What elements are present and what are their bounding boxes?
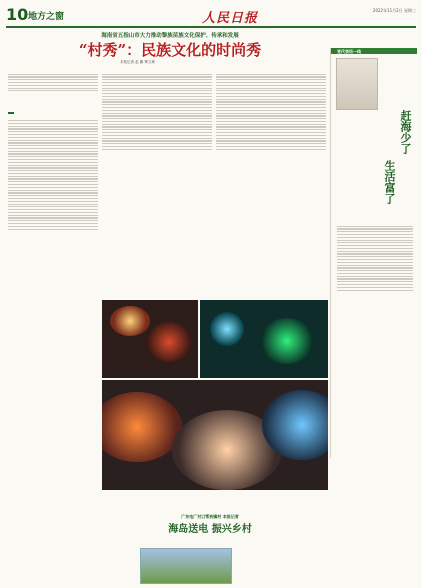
text-block <box>8 74 98 230</box>
bottom-photo <box>140 548 232 584</box>
bottom-kicker: 广东电厂对口帮扶镇村 本报记者 <box>181 514 239 519</box>
photo-2 <box>200 300 328 378</box>
right-column <box>330 48 417 458</box>
lead-headline: “村秀”：民族文化的时尚秀 <box>78 41 262 59</box>
photo-1 <box>102 300 198 378</box>
right-banner <box>331 48 417 54</box>
left-column <box>8 72 98 231</box>
lead-kicker: 海南省五指山市大力推动黎族苗族文化保护、传承和发展 <box>101 33 239 39</box>
portrait-photo <box>336 58 378 110</box>
photo-3 <box>102 380 328 490</box>
bottom-headline: 海岛送电 振兴乡村 <box>168 524 252 535</box>
middle-column-2 <box>216 72 326 151</box>
middle-column-1 <box>102 72 212 151</box>
section-tag <box>8 112 14 114</box>
right-vertical-title-2: 生活富了 <box>383 160 396 204</box>
right-banner-label: 党代表话一线 <box>337 49 361 54</box>
right-vertical-title-1: 赶海少了 <box>399 110 412 154</box>
masthead <box>6 4 416 28</box>
section-name: 地方之窗 <box>28 12 65 22</box>
issue-date: 2022年11月2日 星期三 <box>372 8 416 13</box>
newspaper-logo: 人民日报 <box>202 11 259 26</box>
bottom-article <box>90 512 330 535</box>
page-number: 10 <box>6 5 29 24</box>
lead-byline: 本报记者 赵 鹏 覃文珍 <box>120 60 155 64</box>
right-text <box>337 224 413 292</box>
